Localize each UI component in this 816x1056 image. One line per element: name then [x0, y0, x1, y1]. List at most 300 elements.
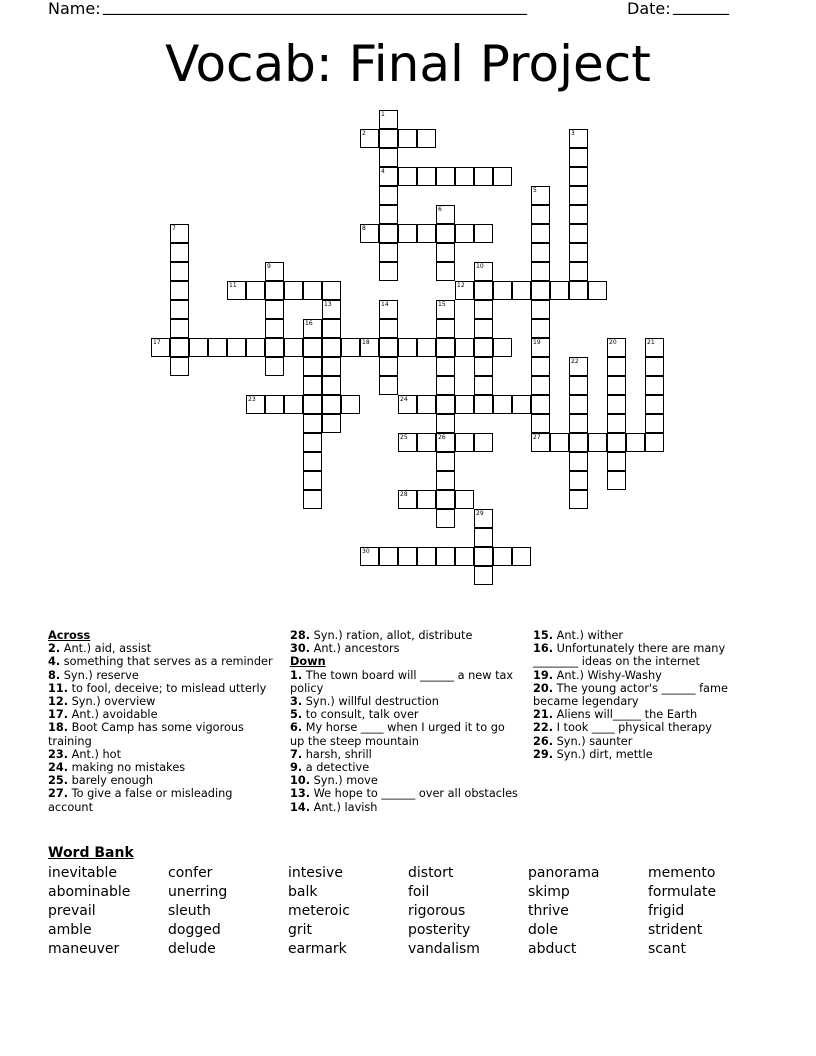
- grid-cell[interactable]: [569, 395, 588, 414]
- grid-cell[interactable]: [227, 338, 246, 357]
- clue-item: [48, 774, 280, 787]
- word-bank-word: strident: [648, 922, 703, 938]
- grid-cell[interactable]: [569, 471, 588, 490]
- grid-cell[interactable]: [531, 243, 550, 262]
- grid-cell[interactable]: [322, 319, 341, 338]
- grid-cell[interactable]: [360, 224, 379, 243]
- clue-item: [290, 787, 522, 800]
- grid-cell[interactable]: [436, 509, 455, 528]
- grid-cell[interactable]: [550, 281, 569, 300]
- grid-cell[interactable]: [474, 262, 493, 281]
- grid-cell[interactable]: [265, 281, 284, 300]
- grid-cell[interactable]: [493, 338, 512, 357]
- clue-number: 3: [571, 130, 575, 137]
- clue-text: Syn.) overview: [68, 695, 156, 709]
- grid-cell[interactable]: [436, 205, 455, 224]
- down-clues-part2: [533, 629, 765, 761]
- clue-number: 16: [305, 320, 313, 327]
- clue-text: Syn.) willful destruction: [302, 695, 439, 709]
- clue-number: 20.: [533, 681, 554, 695]
- word-bank-word: grit: [288, 922, 313, 938]
- name-line[interactable]: _____________________________________________________: [103, 0, 527, 15]
- clue-item: [290, 774, 522, 787]
- grid-cell[interactable]: [398, 490, 417, 509]
- clue-item: [48, 655, 280, 668]
- clue-text: to consult, talk over: [302, 708, 419, 722]
- name-label: Name:: [48, 0, 101, 18]
- clues-column-1: [48, 629, 280, 814]
- grid-cell[interactable]: [265, 319, 284, 338]
- grid-cell[interactable]: [360, 547, 379, 566]
- grid-cell[interactable]: [246, 395, 265, 414]
- word-bank-word: formulate: [648, 884, 717, 900]
- clue-text: Boot Camp has some vigorous training: [48, 721, 244, 748]
- grid-cell[interactable]: [607, 357, 626, 376]
- grid-cell[interactable]: [436, 357, 455, 376]
- grid-cell[interactable]: [493, 395, 512, 414]
- grid-cell[interactable]: [379, 167, 398, 186]
- grid-cell[interactable]: [455, 490, 474, 509]
- grid-cell[interactable]: [645, 414, 664, 433]
- grid-cell[interactable]: [436, 262, 455, 281]
- across-clues-part2: [290, 629, 522, 655]
- grid-cell[interactable]: [417, 547, 436, 566]
- clue-number: 20: [609, 339, 617, 346]
- grid-cell[interactable]: [436, 395, 455, 414]
- grid-cell[interactable]: [531, 300, 550, 319]
- clue-number: 22.: [533, 721, 554, 735]
- grid-cell[interactable]: [569, 281, 588, 300]
- grid-cell[interactable]: [474, 509, 493, 528]
- grid-cell[interactable]: [303, 433, 322, 452]
- grid-cell[interactable]: [246, 338, 265, 357]
- word-bank-word: confer: [168, 865, 213, 881]
- clue-number: 1.: [290, 668, 303, 682]
- grid-cell[interactable]: [303, 281, 322, 300]
- clue-number: 25.: [48, 774, 69, 788]
- clue-number: 30: [362, 548, 370, 555]
- clue-item: [533, 721, 765, 734]
- word-bank-word: balk: [288, 884, 318, 900]
- date-line[interactable]: _______: [673, 0, 729, 15]
- grid-cell[interactable]: [170, 224, 189, 243]
- clue-item: [533, 735, 765, 748]
- clue-number: 22: [571, 358, 579, 365]
- grid-cell[interactable]: [436, 338, 455, 357]
- word-bank-word: vandalism: [408, 941, 480, 957]
- clue-item: [290, 629, 522, 642]
- grid-cell[interactable]: [474, 300, 493, 319]
- grid-cell[interactable]: [493, 281, 512, 300]
- clue-text: Ant.) avoidable: [68, 708, 158, 722]
- grid-cell[interactable]: [170, 319, 189, 338]
- grid-cell[interactable]: [455, 395, 474, 414]
- clue-number: 26: [438, 434, 446, 441]
- grid-cell[interactable]: [531, 224, 550, 243]
- grid-cell[interactable]: [569, 224, 588, 243]
- grid-cell[interactable]: [607, 338, 626, 357]
- clue-item: [48, 787, 280, 813]
- grid-cell[interactable]: [417, 395, 436, 414]
- grid-cell[interactable]: [303, 357, 322, 376]
- clue-text: The town board will ______ a new tax policy: [290, 668, 514, 695]
- clue-item: [290, 748, 522, 761]
- clue-number: 19.: [533, 668, 554, 682]
- grid-cell[interactable]: [398, 129, 417, 148]
- word-bank-word: scant: [648, 941, 686, 957]
- grid-cell[interactable]: [379, 148, 398, 167]
- word-bank-word: inevitable: [48, 865, 118, 881]
- clue-number: 25: [400, 434, 408, 441]
- grid-cell[interactable]: [284, 338, 303, 357]
- grid-cell[interactable]: [569, 262, 588, 281]
- grid-cell[interactable]: [436, 224, 455, 243]
- grid-cell[interactable]: [436, 433, 455, 452]
- clue-number: 6: [438, 206, 442, 213]
- grid-cell[interactable]: [531, 376, 550, 395]
- clue-text: My horse ____ when I urged it to go up the steep mountain: [290, 721, 505, 748]
- grid-cell[interactable]: [322, 338, 341, 357]
- grid-cell[interactable]: [531, 338, 550, 357]
- clue-text: We hope to ______ over all obstacles: [310, 787, 518, 801]
- grid-cell[interactable]: [569, 357, 588, 376]
- grid-cell[interactable]: [303, 319, 322, 338]
- clue-number: 13.: [290, 787, 311, 801]
- grid-cell[interactable]: [455, 281, 474, 300]
- grid-cell[interactable]: [493, 547, 512, 566]
- grid-cell[interactable]: [607, 414, 626, 433]
- grid-cell[interactable]: [512, 395, 531, 414]
- grid-cell[interactable]: [626, 433, 645, 452]
- word-bank-column: [168, 864, 227, 959]
- grid-cell[interactable]: [645, 395, 664, 414]
- grid-cell[interactable]: [531, 205, 550, 224]
- clue-number: 4.: [48, 655, 61, 669]
- grid-cell[interactable]: [569, 148, 588, 167]
- grid-cell[interactable]: [379, 357, 398, 376]
- grid-cell[interactable]: [550, 433, 569, 452]
- grid-cell[interactable]: [417, 224, 436, 243]
- word-bank-word: thrive: [528, 903, 569, 919]
- grid-cell[interactable]: [569, 205, 588, 224]
- grid-cell[interactable]: [170, 300, 189, 319]
- grid-cell[interactable]: [379, 319, 398, 338]
- grid-cell[interactable]: [379, 338, 398, 357]
- grid-cell[interactable]: [512, 281, 531, 300]
- grid-cell[interactable]: [531, 357, 550, 376]
- word-bank-word: panorama: [528, 865, 600, 881]
- clue-number: 2.: [48, 642, 61, 656]
- grid-cell[interactable]: [474, 338, 493, 357]
- word-bank-word: frigid: [648, 903, 685, 919]
- grid-cell[interactable]: [569, 186, 588, 205]
- clue-number: 17: [153, 339, 161, 346]
- clue-item: [48, 642, 280, 655]
- grid-cell[interactable]: [398, 338, 417, 357]
- grid-cell[interactable]: [436, 319, 455, 338]
- grid-cell[interactable]: [322, 395, 341, 414]
- clue-item: [48, 761, 280, 774]
- word-bank-word: memento: [648, 865, 716, 881]
- grid-cell[interactable]: [436, 547, 455, 566]
- grid-cell[interactable]: [569, 433, 588, 452]
- grid-cell[interactable]: [436, 452, 455, 471]
- clue-number: 10.: [290, 774, 311, 788]
- grid-cell[interactable]: [493, 167, 512, 186]
- grid-cell[interactable]: [474, 281, 493, 300]
- grid-cell[interactable]: [436, 490, 455, 509]
- clue-number: 11.: [48, 681, 69, 695]
- clue-text: a detective: [302, 761, 370, 775]
- grid-cell[interactable]: [645, 433, 664, 452]
- grid-cell[interactable]: [398, 547, 417, 566]
- grid-cell[interactable]: [208, 338, 227, 357]
- grid-cell[interactable]: [417, 433, 436, 452]
- grid-cell[interactable]: [303, 376, 322, 395]
- grid-cell[interactable]: [303, 395, 322, 414]
- grid-cell[interactable]: [645, 357, 664, 376]
- grid-cell[interactable]: [322, 357, 341, 376]
- grid-cell[interactable]: [379, 300, 398, 319]
- grid-cell[interactable]: [170, 281, 189, 300]
- grid-cell[interactable]: [607, 452, 626, 471]
- grid-cell[interactable]: [379, 129, 398, 148]
- grid-cell[interactable]: [170, 262, 189, 281]
- grid-cell[interactable]: [398, 395, 417, 414]
- clue-text: Unfortunately there are many ________ ideas on the internet: [533, 642, 726, 669]
- grid-cell[interactable]: [322, 376, 341, 395]
- word-bank-heading: Word Bank: [48, 845, 134, 861]
- clue-number: 13: [324, 301, 332, 308]
- grid-cell[interactable]: [474, 224, 493, 243]
- grid-cell[interactable]: [246, 281, 265, 300]
- grid-cell[interactable]: [398, 224, 417, 243]
- clue-item: [48, 682, 280, 695]
- grid-cell[interactable]: [531, 281, 550, 300]
- grid-cell[interactable]: [265, 395, 284, 414]
- word-bank-column: [648, 864, 716, 959]
- grid-cell[interactable]: [360, 338, 379, 357]
- grid-cell[interactable]: [170, 357, 189, 376]
- grid-cell[interactable]: [474, 547, 493, 566]
- grid-cell[interactable]: [303, 490, 322, 509]
- grid-cell[interactable]: [455, 433, 474, 452]
- grid-cell[interactable]: [436, 243, 455, 262]
- grid-cell[interactable]: [569, 452, 588, 471]
- grid-cell[interactable]: [227, 281, 246, 300]
- grid-cell[interactable]: [531, 395, 550, 414]
- grid-cell[interactable]: [531, 186, 550, 205]
- grid-cell[interactable]: [398, 167, 417, 186]
- clue-number: 19: [533, 339, 541, 346]
- clue-text: Syn.) saunter: [553, 734, 633, 748]
- word-bank-word: maneuver: [48, 941, 120, 957]
- clue-item: [533, 629, 765, 642]
- grid-cell[interactable]: [151, 338, 170, 357]
- clue-number: 16.: [533, 642, 554, 656]
- grid-cell[interactable]: [379, 224, 398, 243]
- grid-cell[interactable]: [341, 395, 360, 414]
- clue-text: something that serves as a reminder: [60, 655, 273, 669]
- grid-cell[interactable]: [455, 547, 474, 566]
- grid-cell[interactable]: [436, 414, 455, 433]
- grid-cell[interactable]: [474, 528, 493, 547]
- grid-cell[interactable]: [322, 281, 341, 300]
- clue-number: 24.: [48, 761, 69, 775]
- clue-number: 5.: [290, 708, 303, 722]
- clue-number: 12.: [48, 695, 69, 709]
- clue-number: 23.: [48, 747, 69, 761]
- grid-cell[interactable]: [379, 547, 398, 566]
- clue-number: 3.: [290, 695, 303, 709]
- grid-cell[interactable]: [531, 262, 550, 281]
- grid-cell[interactable]: [189, 338, 208, 357]
- grid-cell[interactable]: [265, 338, 284, 357]
- word-bank-column: [48, 864, 130, 959]
- grid-cell[interactable]: [379, 376, 398, 395]
- word-bank-word: distort: [408, 865, 454, 881]
- clue-number: 4: [381, 168, 385, 175]
- grid-cell[interactable]: [569, 167, 588, 186]
- clue-number: 26.: [533, 734, 554, 748]
- grid-cell[interactable]: [341, 338, 360, 357]
- grid-cell[interactable]: [436, 471, 455, 490]
- grid-cell[interactable]: [303, 414, 322, 433]
- word-bank-word: unerring: [168, 884, 228, 900]
- grid-cell[interactable]: [607, 471, 626, 490]
- clue-number: 27: [533, 434, 541, 441]
- grid-cell[interactable]: [417, 490, 436, 509]
- grid-cell[interactable]: [531, 433, 550, 452]
- grid-cell[interactable]: [474, 319, 493, 338]
- grid-cell[interactable]: [284, 395, 303, 414]
- grid-cell[interactable]: [379, 110, 398, 129]
- grid-cell[interactable]: [417, 167, 436, 186]
- clue-text: Ant.) aid, assist: [60, 642, 152, 656]
- grid-cell[interactable]: [569, 243, 588, 262]
- word-bank-word: dogged: [168, 922, 221, 938]
- word-bank-word: dole: [528, 922, 558, 938]
- clue-number: 10: [476, 263, 484, 270]
- grid-cell[interactable]: [474, 395, 493, 414]
- clue-number: 21.: [533, 708, 554, 722]
- clue-number: 14: [381, 301, 389, 308]
- grid-cell[interactable]: [265, 357, 284, 376]
- grid-cell[interactable]: [436, 167, 455, 186]
- word-bank-word: delude: [168, 941, 216, 957]
- grid-cell[interactable]: [436, 300, 455, 319]
- grid-cell[interactable]: [379, 262, 398, 281]
- grid-cell[interactable]: [322, 300, 341, 319]
- grid-cell[interactable]: [265, 300, 284, 319]
- grid-cell[interactable]: [569, 376, 588, 395]
- grid-cell[interactable]: [455, 224, 474, 243]
- grid-cell[interactable]: [512, 547, 531, 566]
- grid-cell[interactable]: [379, 186, 398, 205]
- clue-text: Ant.) ancestors: [310, 642, 400, 656]
- grid-cell[interactable]: [588, 433, 607, 452]
- clue-number: 18: [362, 339, 370, 346]
- grid-cell[interactable]: [455, 338, 474, 357]
- clue-number: 28.: [290, 629, 311, 642]
- grid-cell[interactable]: [607, 433, 626, 452]
- grid-cell[interactable]: [455, 167, 474, 186]
- grid-cell[interactable]: [360, 129, 379, 148]
- clue-number: 30.: [290, 642, 311, 656]
- grid-cell[interactable]: [265, 262, 284, 281]
- grid-cell[interactable]: [170, 243, 189, 262]
- clue-number: 8: [362, 225, 366, 232]
- grid-cell[interactable]: [474, 433, 493, 452]
- clue-item: [533, 669, 765, 682]
- date-label: Date:: [627, 0, 671, 18]
- grid-cell[interactable]: [379, 243, 398, 262]
- grid-cell[interactable]: [569, 490, 588, 509]
- across-clues-part1: [48, 642, 280, 814]
- clue-text: Syn.) ration, allot, distribute: [310, 629, 473, 642]
- word-bank-word: amble: [48, 922, 92, 938]
- down-heading: Down: [290, 655, 326, 669]
- grid-cell[interactable]: [607, 376, 626, 395]
- clue-text: Aliens will_____ the Earth: [553, 708, 698, 722]
- grid-cell[interactable]: [398, 433, 417, 452]
- clue-number: 23: [248, 396, 256, 403]
- grid-cell[interactable]: [645, 376, 664, 395]
- word-bank-word: sleuth: [168, 903, 212, 919]
- grid-cell[interactable]: [303, 471, 322, 490]
- grid-cell[interactable]: [569, 414, 588, 433]
- word-bank-word: rigorous: [408, 903, 466, 919]
- grid-cell[interactable]: [474, 376, 493, 395]
- clues-column-2: [290, 629, 522, 814]
- grid-cell[interactable]: [303, 338, 322, 357]
- clue-number: 18.: [48, 721, 69, 735]
- grid-cell[interactable]: [645, 338, 664, 357]
- clue-number: 7: [172, 225, 176, 232]
- grid-cell[interactable]: [588, 281, 607, 300]
- grid-cell[interactable]: [322, 414, 341, 433]
- grid-cell[interactable]: [417, 129, 436, 148]
- clue-text: The young actor's ______ fame became legendary: [533, 681, 728, 709]
- clue-number: 7.: [290, 747, 303, 761]
- clue-text: barely enough: [68, 774, 153, 788]
- clue-number: 9: [267, 263, 271, 270]
- grid-cell[interactable]: [474, 566, 493, 585]
- grid-cell[interactable]: [531, 414, 550, 433]
- clue-item: [290, 721, 522, 747]
- grid-cell[interactable]: [379, 205, 398, 224]
- clue-number: 11: [229, 282, 237, 289]
- clue-number: 2: [362, 130, 366, 137]
- grid-cell[interactable]: [474, 357, 493, 376]
- clue-item: [290, 669, 522, 695]
- grid-cell[interactable]: [474, 167, 493, 186]
- grid-cell[interactable]: [531, 319, 550, 338]
- clue-item: [290, 761, 522, 774]
- grid-cell[interactable]: [170, 338, 189, 357]
- grid-cell[interactable]: [436, 376, 455, 395]
- clue-item: [48, 748, 280, 761]
- clue-text: making no mistakes: [68, 761, 186, 775]
- grid-cell[interactable]: [569, 129, 588, 148]
- clue-text: to fool, deceive; to mislead utterly: [68, 681, 267, 695]
- clue-text: Syn.) dirt, mettle: [553, 747, 653, 761]
- grid-cell[interactable]: [303, 452, 322, 471]
- grid-cell[interactable]: [417, 338, 436, 357]
- grid-cell[interactable]: [284, 281, 303, 300]
- grid-cell[interactable]: [607, 395, 626, 414]
- clue-text: Ant.) Wishy-Washy: [553, 668, 662, 682]
